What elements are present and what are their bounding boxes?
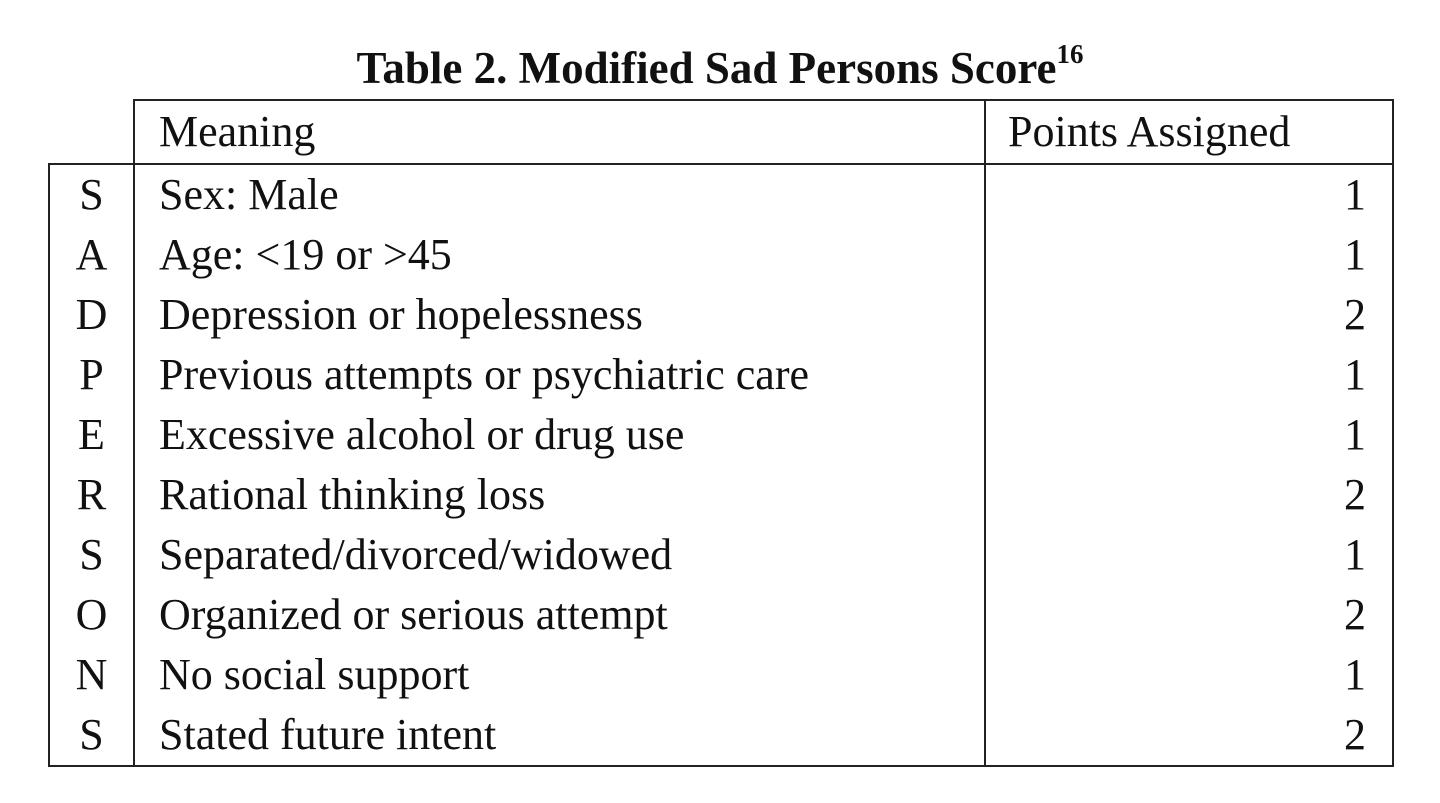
mnemonic-letter: A: [49, 225, 134, 285]
table-row: [49, 405, 1393, 465]
points-cell: 2: [985, 285, 1393, 345]
meaning-cell: Separated/divorced/widowed: [134, 525, 985, 585]
table-row: [49, 345, 1393, 405]
mnemonic-letter: S: [49, 164, 134, 225]
points-cell: 1: [985, 645, 1393, 705]
header-letter-cell: [49, 100, 134, 164]
meaning-cell: Excessive alcohol or drug use: [134, 405, 985, 465]
table-title: [0, 38, 1440, 98]
table-row: [49, 465, 1393, 525]
points-cell: 2: [985, 465, 1393, 525]
header-row: [49, 100, 1393, 164]
table-row: [49, 585, 1393, 645]
table-row: [49, 645, 1393, 705]
mnemonic-letter: E: [49, 405, 134, 465]
meaning-cell: Stated future intent: [134, 705, 985, 766]
points-cell: 1: [985, 405, 1393, 465]
points-cell: 1: [985, 345, 1393, 405]
mnemonic-letter: P: [49, 345, 134, 405]
points-cell: 2: [985, 705, 1393, 766]
points-cell: 1: [985, 225, 1393, 285]
table-row: [49, 285, 1393, 345]
meaning-cell: Previous attempts or psychiatric care: [134, 345, 985, 405]
meaning-cell: No social support: [134, 645, 985, 705]
mnemonic-letter: O: [49, 585, 134, 645]
table-title-text: Table 2. Modified Sad Persons Score: [356, 43, 1057, 93]
mnemonic-letter: S: [49, 705, 134, 766]
points-cell: 2: [985, 585, 1393, 645]
mnemonic-letter: N: [49, 645, 134, 705]
meaning-cell: Sex: Male: [134, 164, 985, 225]
meaning-cell: Rational thinking loss: [134, 465, 985, 525]
table-row: [49, 164, 1393, 225]
meaning-cell: Age: <19 or >45: [134, 225, 985, 285]
header-meaning: Meaning: [134, 100, 985, 164]
mnemonic-letter: D: [49, 285, 134, 345]
header-points-assigned: Points Assigned: [985, 100, 1393, 164]
table-row: [49, 225, 1393, 285]
mnemonic-letter: S: [49, 525, 134, 585]
meaning-cell: Depression or hopelessness: [134, 285, 985, 345]
points-cell: 1: [985, 525, 1393, 585]
citation-superscript: 16: [1056, 39, 1084, 69]
meaning-cell: Organized or serious attempt: [134, 585, 985, 645]
mnemonic-letter: R: [49, 465, 134, 525]
table-row: [49, 705, 1393, 766]
table-row: [49, 525, 1393, 585]
points-cell: 1: [985, 164, 1393, 225]
sad-persons-table: [48, 99, 1394, 767]
